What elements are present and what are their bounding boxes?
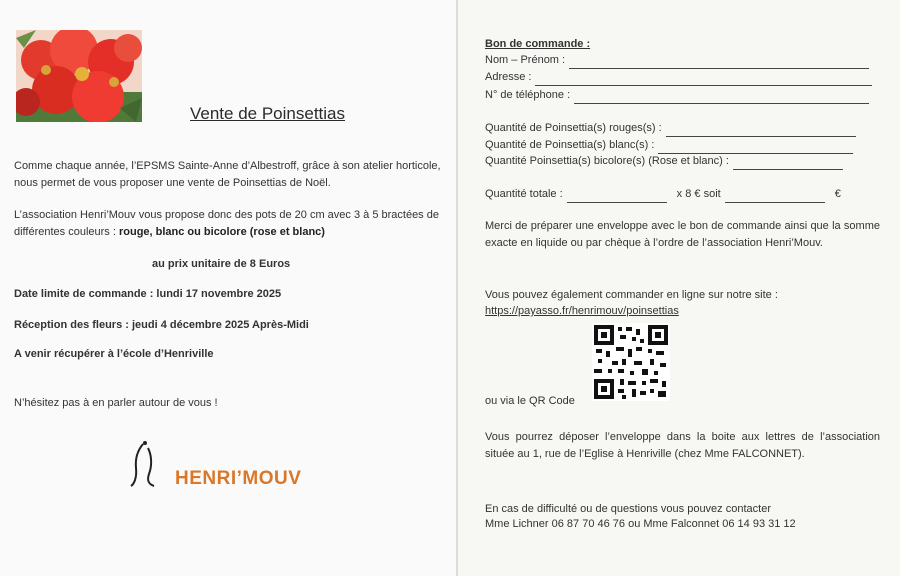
offer-colors: rouge, blanc ou bicolore (rose et blanc) <box>118 226 325 238</box>
phone-blank <box>574 93 869 104</box>
total-amount-blank <box>725 192 825 203</box>
name-blank <box>569 58 869 69</box>
qr-code-graphic <box>592 323 670 401</box>
phone-row <box>485 87 880 104</box>
contact-intro: En cas de difficulté ou de questions vous pouvez contacter <box>485 503 771 515</box>
flyer-title: Vente de Poinsettias <box>190 104 346 123</box>
unit-price: au prix unitaire de 8 Euros <box>152 258 291 270</box>
address-blank <box>535 75 872 86</box>
name-row <box>485 52 880 69</box>
offer-paragraph <box>14 207 444 241</box>
pickup-location: A venir récupérer à l’école d’Henriville <box>14 348 214 360</box>
qty-red-label: Quantité de Poinsettia(s) rouges(s) : <box>485 122 662 134</box>
payment-instructions: Merci de préparer une enveloppe avec le bon de commande ainsi que la somme exacte en liquide ou par chèque à l’ordre de l’association Henri’Mouv. <box>485 220 880 249</box>
qty-bicolor-blank <box>733 159 843 170</box>
total-label: Quantité totale : <box>485 188 563 200</box>
qty-bicolor-row <box>485 153 880 170</box>
total-currency: € <box>834 188 841 200</box>
qty-red-row <box>485 120 880 137</box>
address-label: Adresse : <box>485 71 532 83</box>
total-multiplier: x 8 € soit <box>676 188 721 200</box>
order-url-link[interactable]: https://payasso.fr/henrimouv/poinsettias <box>485 305 679 317</box>
deposit-instructions: Vous pourrez déposer l’enveloppe dans la boite aux lettres de l’association située au 1, rue de l’Eglise à Henriville (chez Mme FALCONNET). <box>485 431 880 460</box>
total-row <box>485 186 880 203</box>
online-order-text: Vous pouvez également commander en ligne sur notre site : <box>485 289 778 301</box>
address-row <box>485 69 880 86</box>
qr-code <box>592 323 670 401</box>
qr-code-label: ou via le QR Code <box>485 395 575 407</box>
qty-red-blank <box>666 126 856 137</box>
order-form-title: Bon de commande : <box>485 38 591 50</box>
phone-label: N° de téléphone : <box>485 89 571 101</box>
henri-mouv-logo-icon <box>128 440 162 488</box>
poinsettia-image <box>16 30 142 122</box>
reception-date: Réception des fleurs : jeudi 4 décembre 2025 Après-Midi <box>14 319 309 331</box>
total-blank <box>567 192 667 203</box>
offer-text: L’association Henri’Mouv vous propose donc des pots de 20 cm avec 3 à 5 bractées de différentes couleurs : <box>14 209 439 238</box>
intro-paragraph: Comme chaque année, l’EPSMS Sainte-Anne d’Albestroff, grâce à son atelier horticole, nous permet de vous proposer une vente de Poinsettias de Noël. <box>14 160 441 189</box>
logo-symbol <box>128 440 162 488</box>
share-note: N’hésitez pas à en parler autour de vous ! <box>14 397 218 409</box>
qty-bicolor-label: Quantité Poinsettia(s) bicolore(s) (Rose et blanc) : <box>485 155 729 167</box>
poinsettia-photo <box>16 30 142 122</box>
logo-text: HENRI’MOUV <box>175 468 302 489</box>
qty-white-label: Quantité de Poinsettia(s) blanc(s) : <box>485 139 655 151</box>
contact-phones: Mme Lichner 06 87 70 46 76 ou Mme Falconnet 06 14 93 31 12 <box>485 518 796 530</box>
qty-white-row <box>485 137 880 154</box>
name-label: Nom – Prénom : <box>485 54 566 66</box>
order-deadline: Date limite de commande : lundi 17 novembre 2025 <box>14 288 282 300</box>
